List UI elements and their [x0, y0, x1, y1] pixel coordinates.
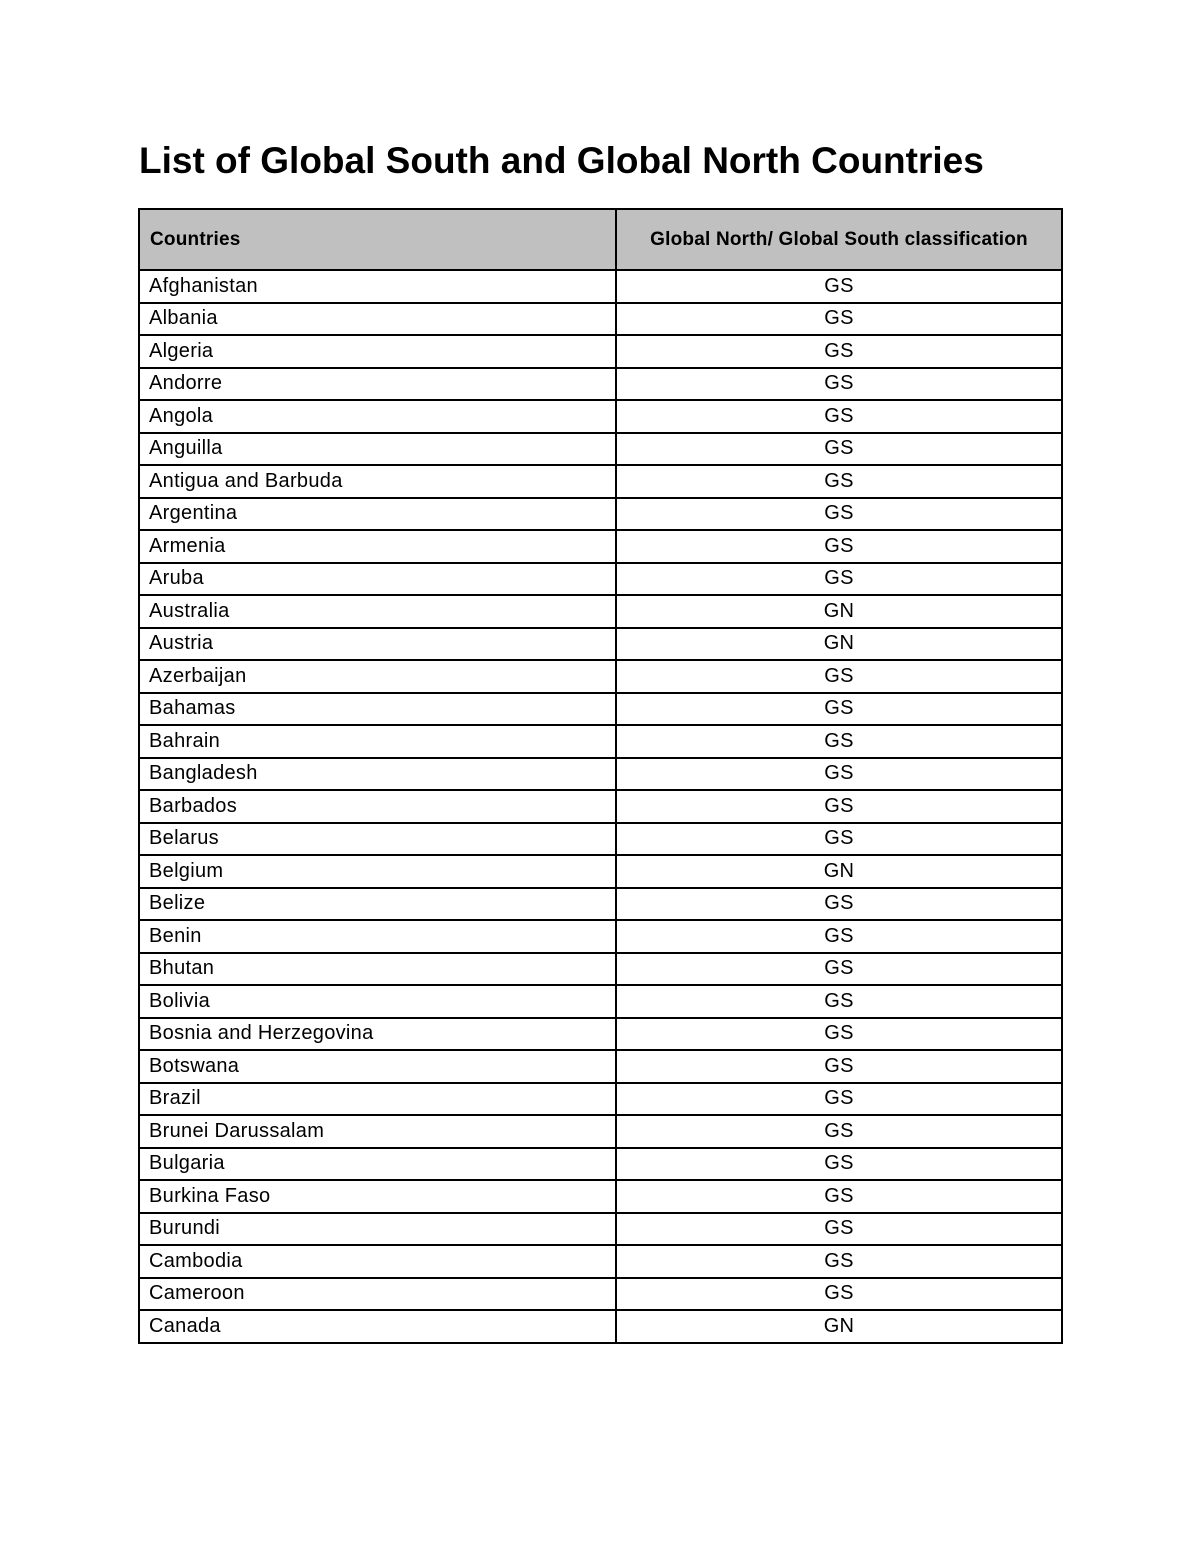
- classification-cell: GS: [616, 920, 1062, 953]
- country-cell: Burkina Faso: [139, 1180, 616, 1213]
- table-row: [139, 1245, 1062, 1278]
- classification-cell: GN: [616, 628, 1062, 661]
- table-row: [139, 270, 1062, 303]
- country-cell: Cameroon: [139, 1278, 616, 1311]
- country-cell: Canada: [139, 1310, 616, 1343]
- classification-cell: GS: [616, 563, 1062, 596]
- classification-cell: GS: [616, 1018, 1062, 1051]
- column-header-classification: Global North/ Global South classification: [616, 209, 1062, 270]
- table-row: [139, 888, 1062, 921]
- table-row: [139, 953, 1062, 986]
- classification-cell: GS: [616, 400, 1062, 433]
- country-cell: Brunei Darussalam: [139, 1115, 616, 1148]
- classification-cell: GS: [616, 1180, 1062, 1213]
- classification-cell: GS: [616, 823, 1062, 856]
- classification-cell: GS: [616, 530, 1062, 563]
- country-cell: Anguilla: [139, 433, 616, 466]
- table-row: [139, 368, 1062, 401]
- classification-cell: GS: [616, 888, 1062, 921]
- classification-cell: GS: [616, 790, 1062, 823]
- country-cell: Andorre: [139, 368, 616, 401]
- table-row: [139, 465, 1062, 498]
- country-cell: Bahamas: [139, 693, 616, 726]
- table-row: [139, 920, 1062, 953]
- table-row: [139, 1050, 1062, 1083]
- classification-table: [138, 208, 1063, 1344]
- country-cell: Bangladesh: [139, 758, 616, 791]
- table-row: [139, 855, 1062, 888]
- classification-cell: GS: [616, 725, 1062, 758]
- table-row: [139, 823, 1062, 856]
- table-row: [139, 400, 1062, 433]
- country-cell: Afghanistan: [139, 270, 616, 303]
- classification-cell: GS: [616, 303, 1062, 336]
- country-cell: Belarus: [139, 823, 616, 856]
- table-row: [139, 1018, 1062, 1051]
- classification-cell: GN: [616, 855, 1062, 888]
- classification-cell: GS: [616, 465, 1062, 498]
- table-row: [139, 1083, 1062, 1116]
- table-row: [139, 335, 1062, 368]
- table-row: [139, 563, 1062, 596]
- country-cell: Argentina: [139, 498, 616, 531]
- table-row: [139, 790, 1062, 823]
- classification-cell: GS: [616, 335, 1062, 368]
- classification-cell: GS: [616, 693, 1062, 726]
- table-row: [139, 693, 1062, 726]
- table-row: [139, 985, 1062, 1018]
- country-cell: Bolivia: [139, 985, 616, 1018]
- classification-cell: GS: [616, 1213, 1062, 1246]
- table-header: [139, 209, 1062, 270]
- country-cell: Bosnia and Herzegovina: [139, 1018, 616, 1051]
- page-title: List of Global South and Global North Countries: [139, 140, 984, 181]
- table-row: [139, 660, 1062, 693]
- classification-cell: GS: [616, 985, 1062, 1018]
- table-row: [139, 1310, 1062, 1343]
- country-cell: Angola: [139, 400, 616, 433]
- country-cell: Bhutan: [139, 953, 616, 986]
- table-body: [139, 270, 1062, 1343]
- header-row: [139, 209, 1062, 270]
- classification-cell: GS: [616, 1115, 1062, 1148]
- classification-cell: GN: [616, 595, 1062, 628]
- classification-cell: GS: [616, 758, 1062, 791]
- country-cell: Armenia: [139, 530, 616, 563]
- classification-cell: GS: [616, 270, 1062, 303]
- classification-cell: GS: [616, 1083, 1062, 1116]
- classification-cell: GS: [616, 1148, 1062, 1181]
- table-row: [139, 1148, 1062, 1181]
- classification-cell: GS: [616, 1245, 1062, 1278]
- column-header-countries: Countries: [139, 209, 616, 270]
- country-cell: Antigua and Barbuda: [139, 465, 616, 498]
- country-cell: Belize: [139, 888, 616, 921]
- country-cell: Burundi: [139, 1213, 616, 1246]
- country-cell: Algeria: [139, 335, 616, 368]
- table-row: [139, 303, 1062, 336]
- classification-cell: GN: [616, 1310, 1062, 1343]
- country-cell: Belgium: [139, 855, 616, 888]
- table-row: [139, 628, 1062, 661]
- classification-cell: GS: [616, 660, 1062, 693]
- country-cell: Aruba: [139, 563, 616, 596]
- country-cell: Australia: [139, 595, 616, 628]
- table-row: [139, 1180, 1062, 1213]
- table-row: [139, 1115, 1062, 1148]
- table-row: [139, 1278, 1062, 1311]
- classification-cell: GS: [616, 1278, 1062, 1311]
- classification-cell: GS: [616, 433, 1062, 466]
- classification-cell: GS: [616, 953, 1062, 986]
- country-cell: Austria: [139, 628, 616, 661]
- table-row: [139, 758, 1062, 791]
- classification-cell: GS: [616, 368, 1062, 401]
- country-cell: Brazil: [139, 1083, 616, 1116]
- table-row: [139, 725, 1062, 758]
- table-row: [139, 433, 1062, 466]
- table-row: [139, 595, 1062, 628]
- country-cell: Albania: [139, 303, 616, 336]
- country-cell: Bulgaria: [139, 1148, 616, 1181]
- classification-cell: GS: [616, 1050, 1062, 1083]
- country-cell: Bahrain: [139, 725, 616, 758]
- table-row: [139, 1213, 1062, 1246]
- country-cell: Azerbaijan: [139, 660, 616, 693]
- country-cell: Barbados: [139, 790, 616, 823]
- country-cell: Botswana: [139, 1050, 616, 1083]
- country-cell: Benin: [139, 920, 616, 953]
- table-row: [139, 498, 1062, 531]
- classification-cell: GS: [616, 498, 1062, 531]
- table-row: [139, 530, 1062, 563]
- country-cell: Cambodia: [139, 1245, 616, 1278]
